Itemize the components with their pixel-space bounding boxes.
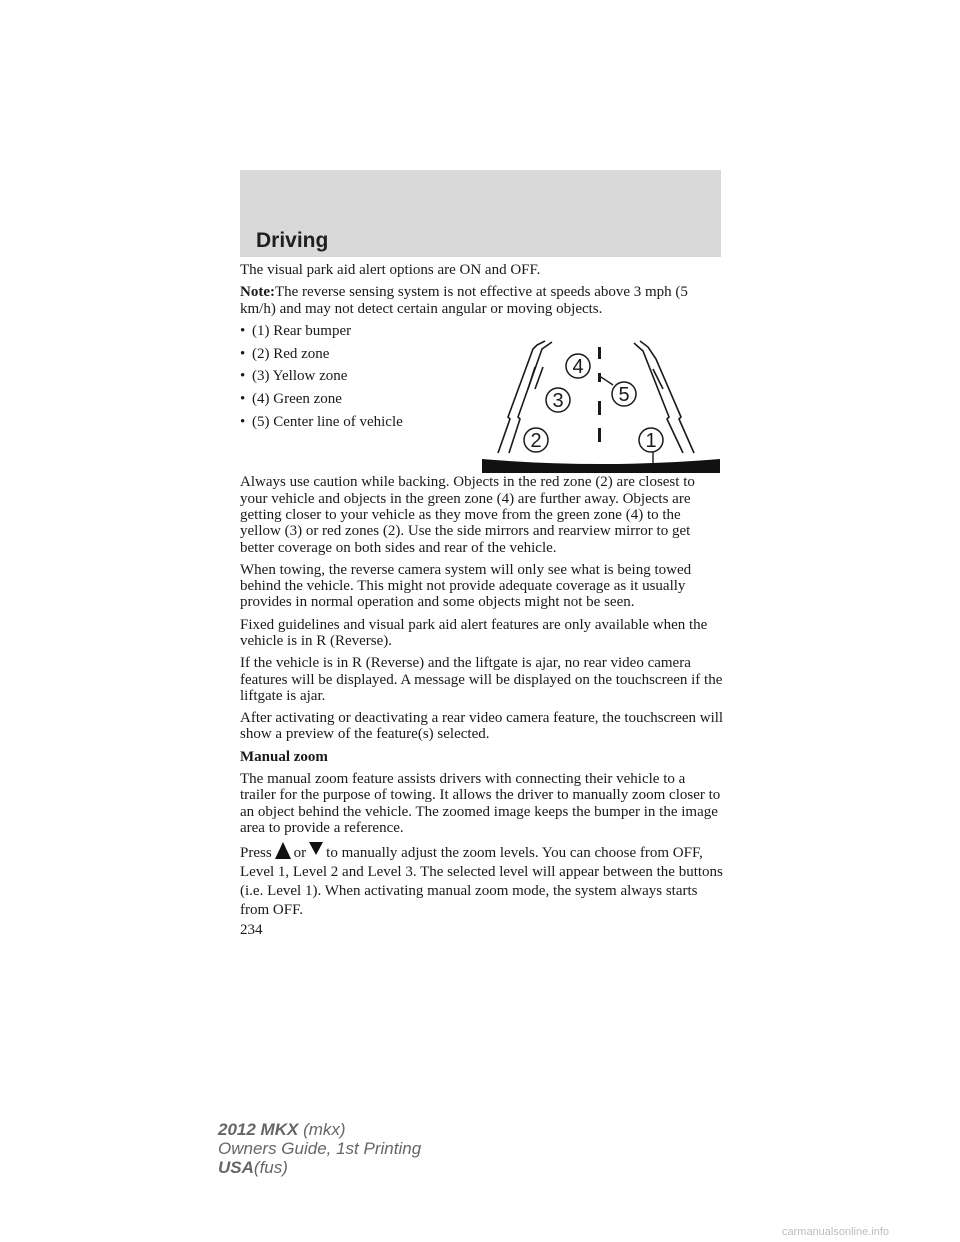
footer-line-1 (218, 1120, 421, 1139)
list-item: • (4) Green zone (240, 391, 470, 407)
paragraph: If the vehicle is in R (Reverse) and the liftgate is ajar, no rear video camera features will be displayed. A message will be displayed on the touchscreen if the liftgate is ajar. (240, 655, 723, 704)
legend-list (240, 323, 470, 430)
park-aid-zones-diagram (480, 337, 722, 473)
list-item: • (2) Red zone (240, 346, 470, 362)
document-footer (218, 1120, 421, 1177)
section-title: Driving (256, 229, 329, 252)
footer-market-code: (fus) (253, 1158, 288, 1177)
press-rest: to manually adjust the zoom levels. You can choose from OFF, Level 1, Level 2 and Level 3. The selected level will appear between the buttons (i.e. Level 1). When activating manual zoom mode, the system always starts from OFF. (240, 845, 723, 919)
zoom-instructions (240, 842, 724, 920)
note-label: Note: (240, 284, 275, 301)
list-item: • (5) Center line of vehicle (240, 414, 470, 430)
callout-1-label: 1 (645, 430, 657, 452)
paragraph: Always use caution while backing. Objects in the red zone (2) are closest to your vehicle and objects in the green zone (4) are further away. Objects are getting closer to your vehicle as they move from the green zone (4) to the yellow (3) or red zones (2). Use the side mirrors and rearview mirror to get better coverage on both sides and rear of the vehicle. (240, 474, 695, 556)
callouts (524, 354, 663, 452)
paragraph: Fixed guidelines and visual park aid alert features are only available when the vehicle is in R (Reverse). (240, 616, 708, 649)
section-header-band (240, 170, 721, 257)
up-arrow-icon (275, 842, 291, 859)
footer-line-2: Owners Guide, 1st Printing (218, 1139, 422, 1158)
callout-5-label: 5 (618, 384, 630, 406)
callout-3-label: 3 (552, 390, 564, 412)
footer-model-code: (mkx) (303, 1120, 346, 1139)
note-paragraph (240, 284, 724, 317)
paragraph: After activating or deactivating a rear video camera feature, the touchscreen will show a preview of the feature(s) selected. (240, 710, 724, 743)
note-text: The reverse sensing system is not effective at speeds above 3 mph (5 km/h) and may not detect certain angular or moving objects. (240, 284, 688, 317)
center-line (598, 347, 601, 442)
watermark: carmanualsonline.info (782, 1226, 890, 1238)
footer-market: USA (218, 1158, 254, 1177)
list-item: • (1) Rear bumper (240, 323, 470, 339)
manual-zoom-paragraph: The manual zoom feature assists drivers with connecting their vehicle to a trailer for the purpose of towing. It allows the driver to manually zoom closer to an object behind the vehicle. The zoomed image keeps the bumper in the image area to provide a reference. (240, 771, 721, 836)
manual-zoom-heading: Manual zoom (240, 748, 328, 765)
intro-paragraph: The visual park aid alert options are ON and OFF. (240, 262, 541, 278)
or-word: or (293, 845, 307, 862)
footer-line-3 (218, 1158, 421, 1177)
page-number: 234 (240, 922, 263, 939)
down-arrow-icon (309, 842, 323, 855)
rear-bumper-shape (482, 459, 720, 473)
press-word: Press (240, 845, 272, 862)
footer-model: 2012 MKX (218, 1120, 299, 1139)
paragraph: When towing, the reverse camera system will only see what is being towed behind the vehicle. This might not provide adequate coverage as it usually provides in normal operation and some objects might not be seen. (240, 561, 692, 611)
list-item: • (3) Yellow zone (240, 368, 470, 384)
callout-2-label: 2 (530, 430, 542, 452)
callout-4-label: 4 (572, 356, 584, 378)
